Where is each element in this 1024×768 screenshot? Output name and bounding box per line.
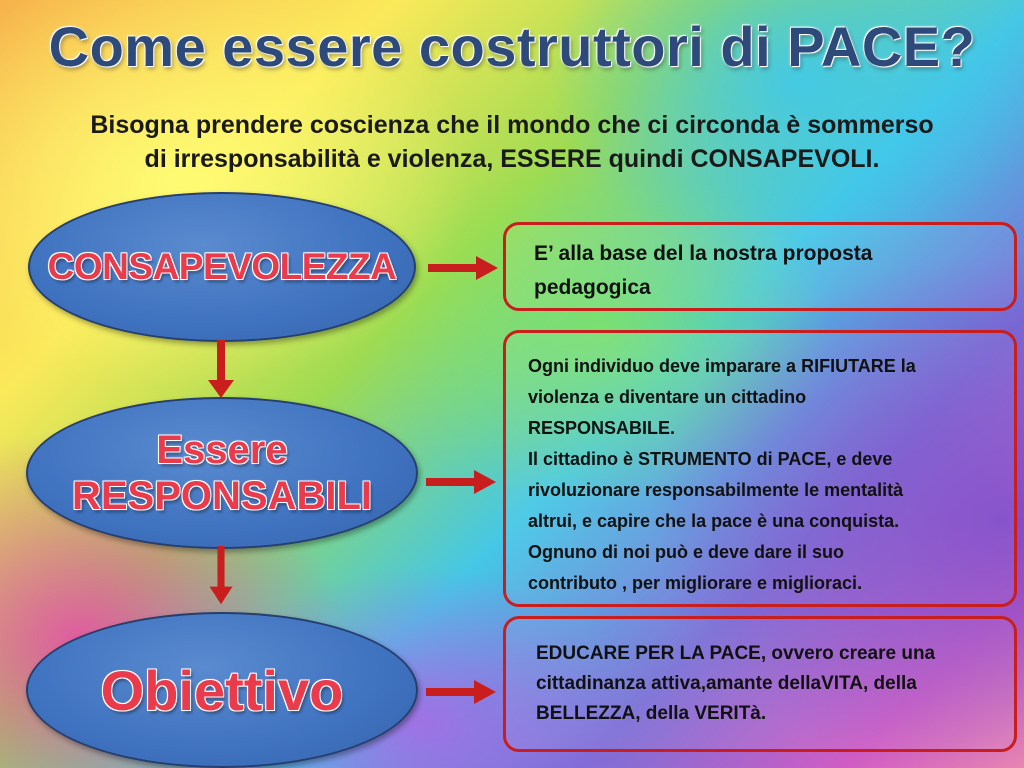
arrow-down-2 xyxy=(206,546,236,606)
box-2-line: violenza e diventare un cittadino xyxy=(528,387,807,407)
intro-text xyxy=(20,108,1004,176)
box-3-line: cittadinanza attiva,amante dellaVITA, della xyxy=(536,673,917,694)
node-essere-responsabili-line-1: Essere xyxy=(156,428,288,472)
box-1-line: pedagogica xyxy=(534,276,651,299)
arrow-right-1 xyxy=(426,254,500,282)
node-obiettivo-label: Obiettivo xyxy=(100,658,344,722)
box-2-line: Ogni individuo deve imparare a RIFIUTARE la xyxy=(528,356,916,376)
node-consapevolezza-label: CONSAPEVOLEZZA xyxy=(47,246,397,287)
box-proposta-pedagogica xyxy=(503,222,1017,311)
box-3-line: EDUCARE PER LA PACE, ovvero creare una xyxy=(536,643,936,664)
box-2-line: rivoluzionare responsabilmente le mentalità xyxy=(528,480,904,500)
node-essere-responsabili-line-2: RESPONSABILI xyxy=(71,474,373,518)
box-2-line: RESPONSABILE. xyxy=(528,418,676,438)
node-essere-responsabili xyxy=(26,397,418,549)
box-3-line: BELLEZZA, della VERITà. xyxy=(536,703,767,724)
arrow-down-1 xyxy=(206,340,236,400)
intro-line-2: di irresponsabilità e violenza, ESSERE quindi CONSAPEVOLI. xyxy=(144,145,880,173)
arrow-right-2 xyxy=(424,468,498,496)
box-2-line: altrui, e capire che la pace è una conquista. xyxy=(528,511,900,531)
box-2-line: contributo , per migliorare e miglioraci. xyxy=(528,573,863,593)
node-consapevolezza xyxy=(28,192,416,342)
node-obiettivo xyxy=(26,612,418,768)
box-responsabilita xyxy=(503,330,1017,607)
arrow-right-3 xyxy=(424,678,498,706)
box-2-line: Ognuno di noi può e deve dare il suo xyxy=(528,542,845,562)
box-2-line: Il cittadino è STRUMENTO di PACE, e deve xyxy=(528,449,893,469)
box-1-line: E’ alla base del la nostra proposta xyxy=(534,242,873,265)
intro-line-1: Bisogna prendere coscienza che il mondo che ci circonda è sommerso xyxy=(90,111,934,139)
page-title: Come essere costruttori di PACE? xyxy=(48,15,976,78)
box-obiettivo xyxy=(503,616,1017,752)
